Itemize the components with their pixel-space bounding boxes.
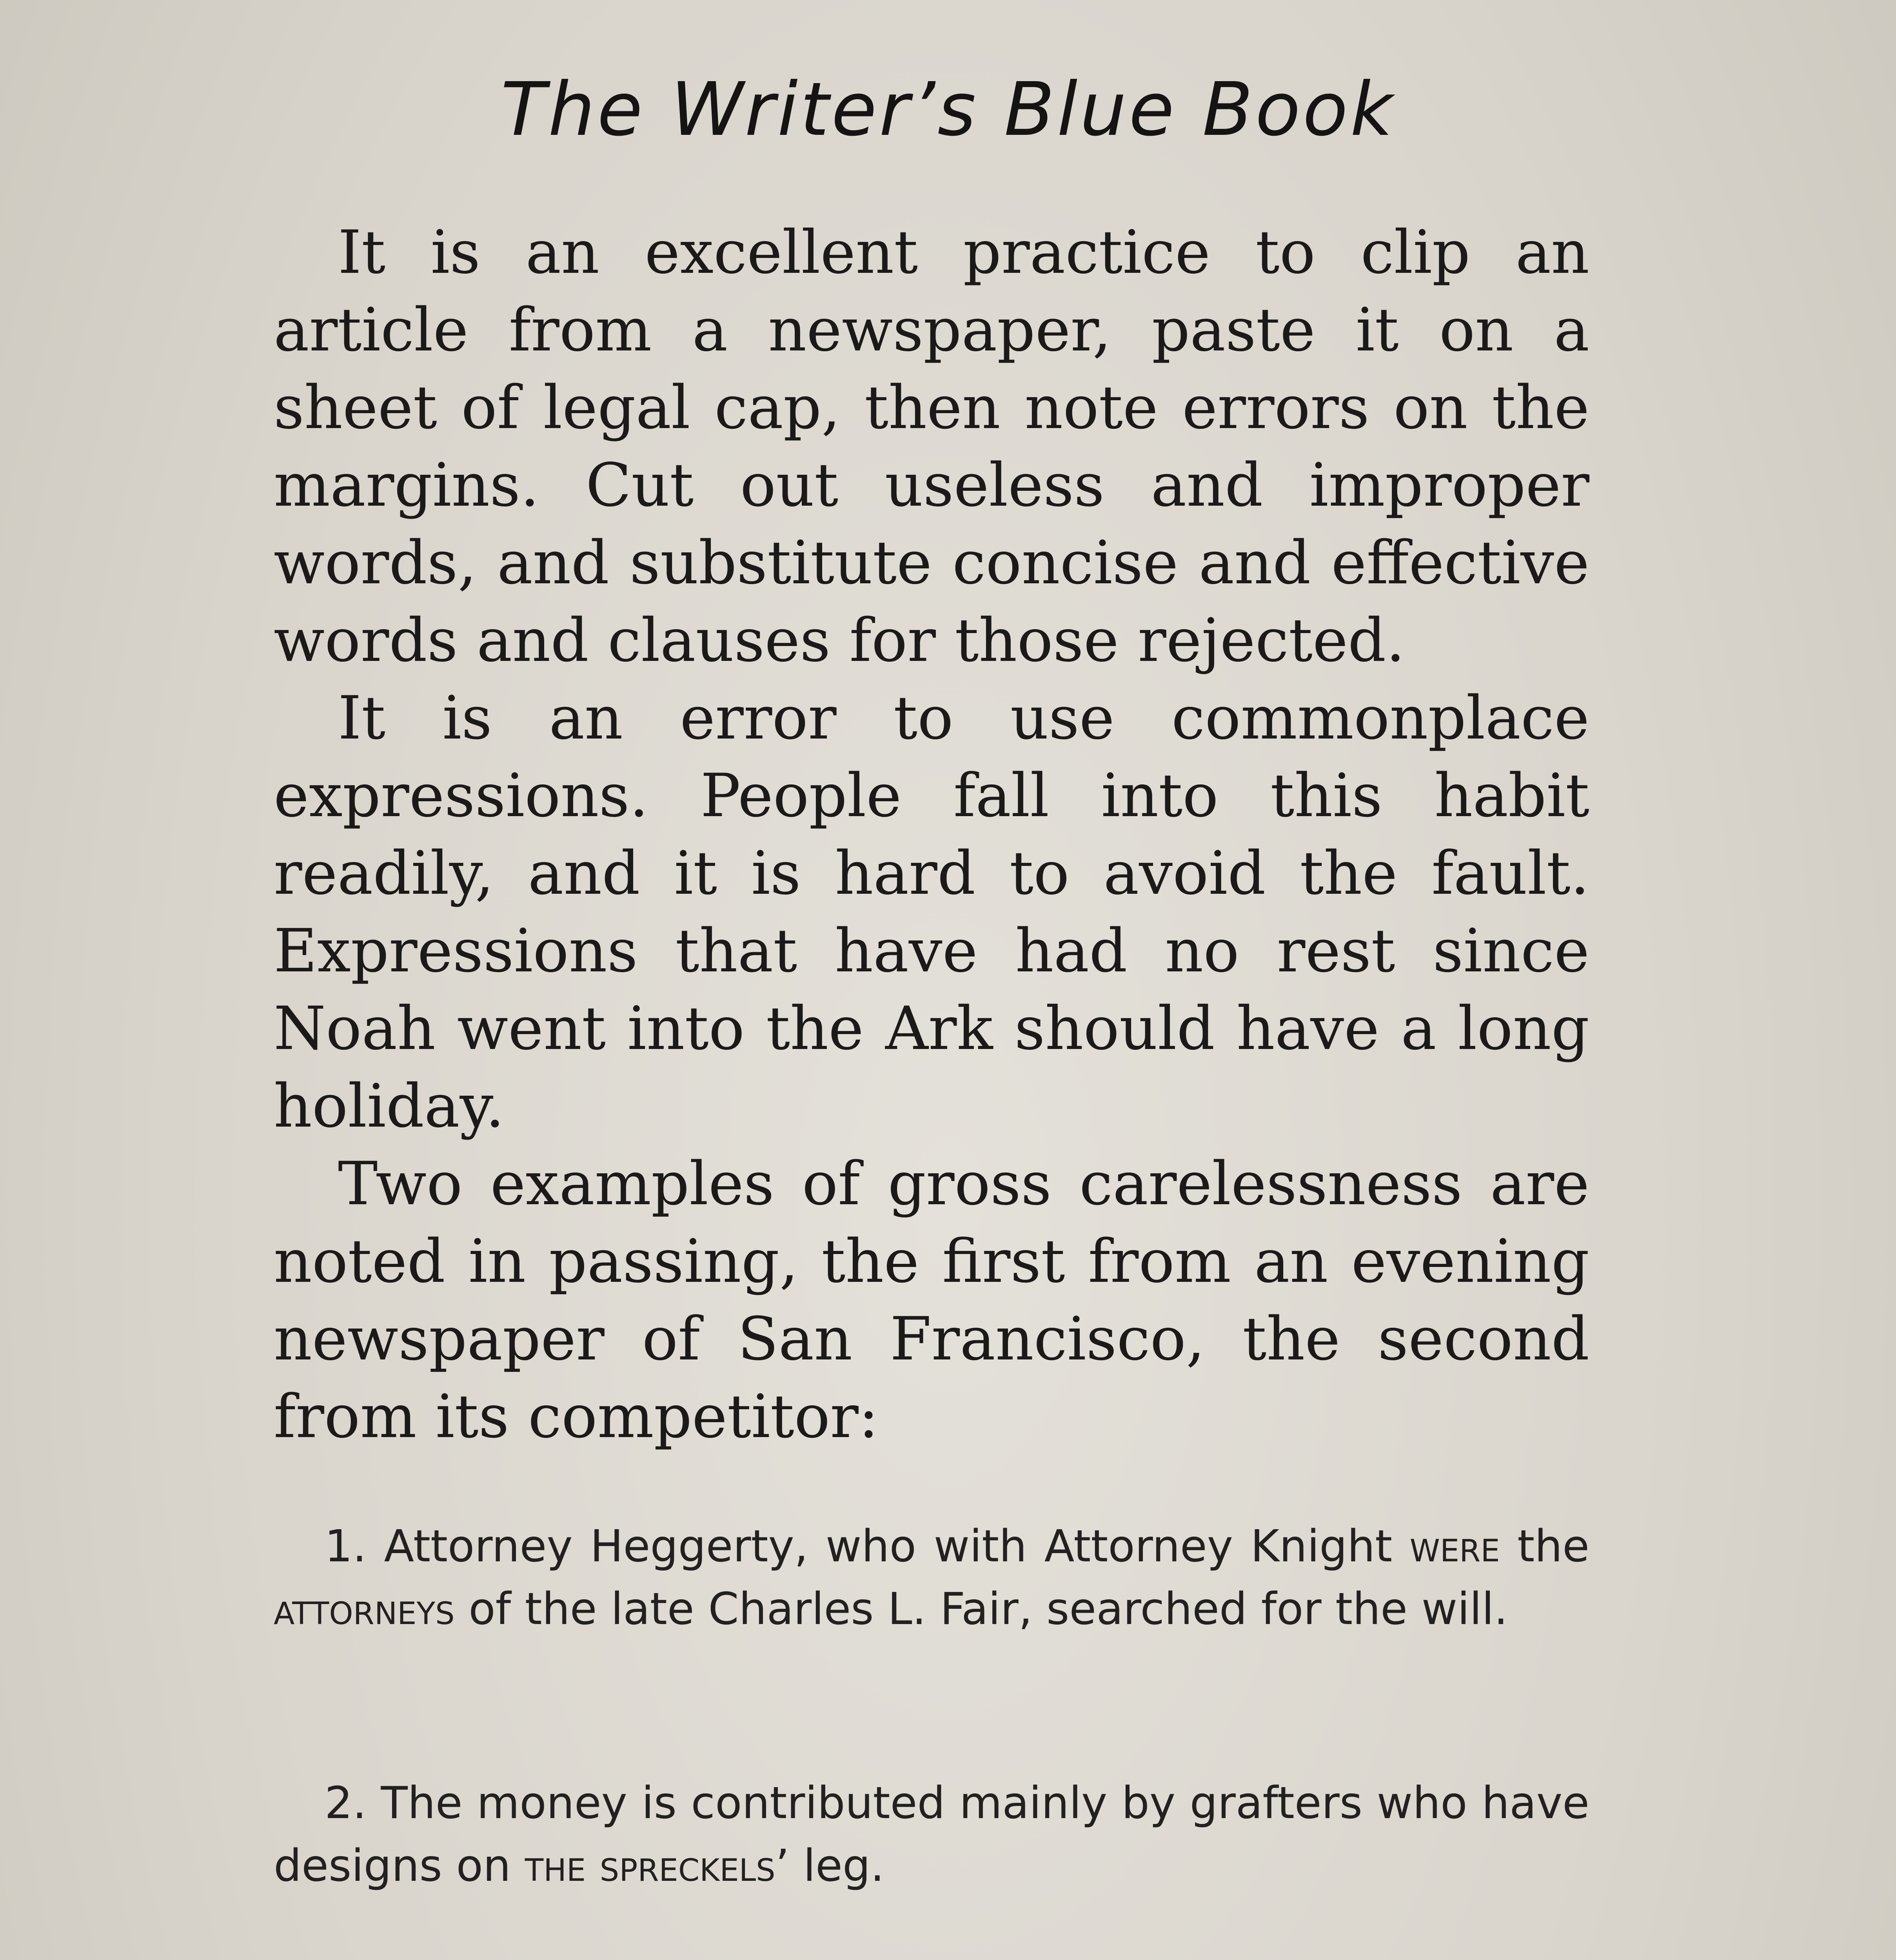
example-number: 2. bbox=[325, 1778, 367, 1829]
example-text: The money is contributed mainly by grafters who have designs on bbox=[274, 1778, 1589, 1891]
example-emphasis: attorneys bbox=[274, 1584, 455, 1635]
example-2 bbox=[274, 1772, 1589, 1897]
example-text: Attorney Heggerty, who with Attorney Knight bbox=[384, 1521, 1393, 1572]
paragraph: It is an error to use commonplace expressions. People fall into this habit readily, and it is hard to avoid the fault. Expressions that have had no rest since Noah went into the Ark should have a long holiday. bbox=[274, 683, 1589, 1141]
example-emphasis: the spreckels’ bbox=[525, 1840, 790, 1891]
example-text: the bbox=[1517, 1521, 1589, 1572]
example-number: 1. bbox=[325, 1521, 367, 1572]
example-text: leg. bbox=[803, 1840, 884, 1891]
example-1 bbox=[274, 1515, 1589, 1641]
running-title: The Writer’s Blue Book bbox=[501, 67, 1395, 152]
body-text-top bbox=[274, 214, 1589, 1455]
example-text: of the late Charles L. Fair, searched for the will. bbox=[469, 1584, 1508, 1635]
paragraph: Two examples of gross carelessness are noted in passing, the first from an evening newspaper of San Francisco, the second from its competitor: bbox=[274, 1149, 1589, 1451]
paragraph: It is an excellent practice to clip an article from a newspaper, paste it on a sheet of legal cap, then note errors on the margins. Cut out useless and improper words, and substitute concise and effective words and clauses for those rejected. bbox=[274, 218, 1589, 675]
example-emphasis: were bbox=[1409, 1521, 1500, 1572]
